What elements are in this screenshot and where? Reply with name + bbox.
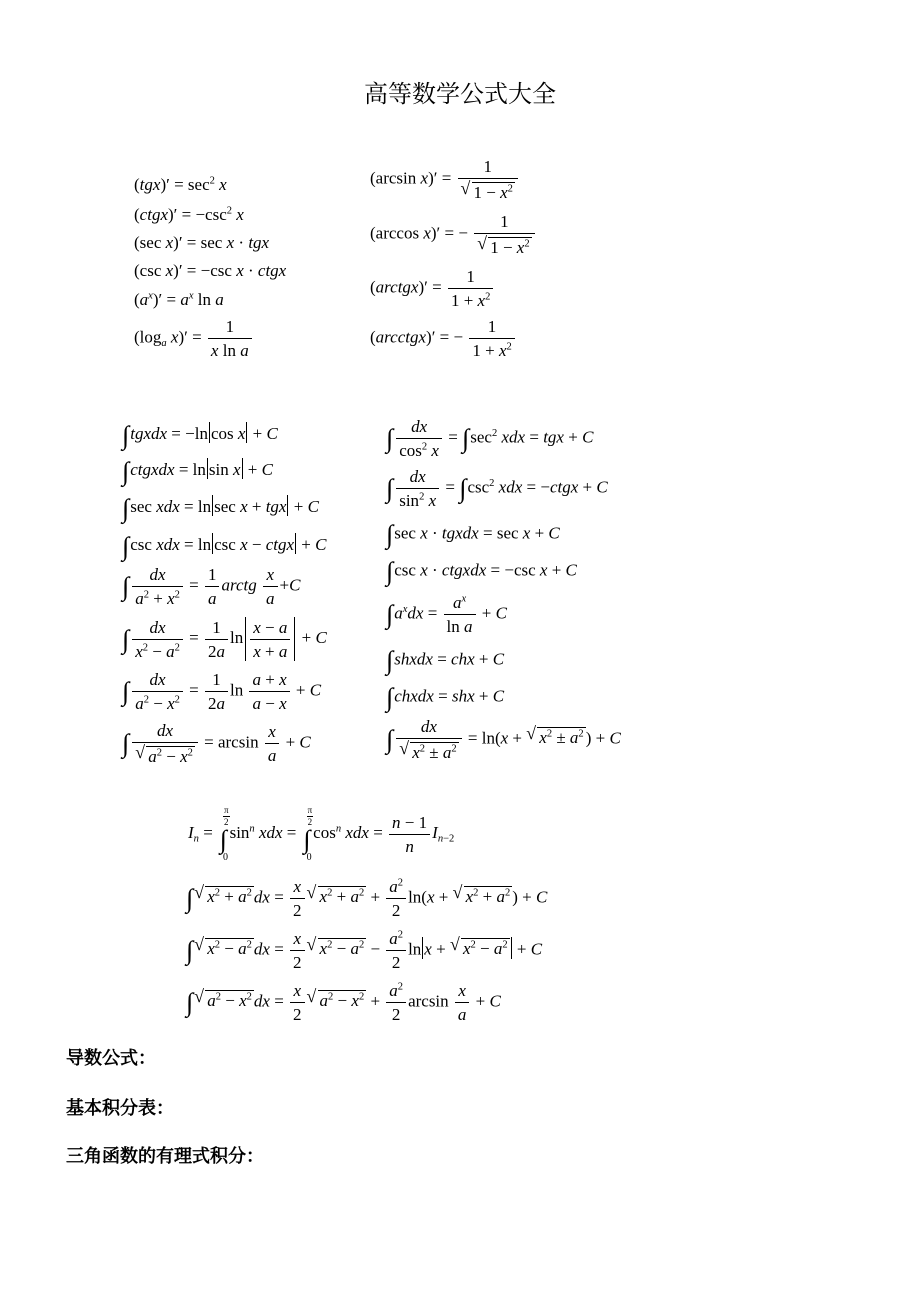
formula-int-dx-sin2: ∫ $\frac{dx}{\sin^2 x}$ = $\int\csc^2$ xdx = −ctgx + C xyxy=(386,467,608,510)
formula-deriv-arcsin: (arcsin x)′ = 1 √ $1 - x^2$ xyxy=(370,158,520,201)
formula-int-tan: ∫tgxdx = −ln cos x + C xyxy=(122,420,278,450)
section-header-derivatives: 导数公式： xyxy=(66,1048,156,1069)
formula-deriv-arccot: (arcctgx)′ = − $\frac{1}{1 + x^2}$ xyxy=(370,318,517,359)
formula-deriv-cot: (ctgx)′ = $-\csc^2$ x xyxy=(134,205,244,224)
formula-int-sqrt-a2mx2: ∫ dx √ $a^2 - x^2$ = arcsin $\frac{x}{a}$ + C xyxy=(122,722,311,765)
formula-int-x2ma2: ∫ $\frac{dx}{x^2 - a^2}$ = $\frac{1}{2a}$ ln $\frac{x - a}{x + a}$ + C xyxy=(122,617,327,661)
formula-int-sq3: ∫√ $a^2 - x^2$ dx = $\frac{x}{2}$ √ $a^2 - x^2$ + $\frac{a^2}{2}$ arcsin $\frac{x}{a}$ + C xyxy=(186,982,501,1023)
formula-int-ax: $\int a^xdx$ = $\frac{a^x}{\text{ln a}}$ + C xyxy=(386,593,507,636)
formula-int-In: $I_n$ = $\frac{\pi}{2}$ ∫ 0 $\sin^n$ xdx = $\frac{\pi}{2}$ ∫ 0 $\cos^n$ xdx = $\frac{n - 1}{n}$ $I_{n-2}$ xyxy=(188,805,455,863)
formula-int-sec-tg: ∫sec x · tgxdx = sec x + C xyxy=(386,520,560,549)
formula-int-sec: ∫sec xdx = ln sec x + tgx + C xyxy=(122,493,319,523)
formula-int-csc: ∫csc xdx = ln csc x − ctgx + C xyxy=(122,531,327,561)
page-title: 高等数学公式大全 xyxy=(364,80,556,108)
formula-int-a2px2: ∫ $\frac{dx}{a^2 + x^2}$ = $\frac{1}{a}$ arctg $\frac{x}{a}$ +C xyxy=(122,565,301,608)
formula-deriv-arctan: (arctgx)′ = $\frac{1}{1 + x^2}$ xyxy=(370,268,495,309)
formula-int-dx-cos2: ∫ $\frac{dx}{\cos^2 x}$ = $\int\sec^2$ xdx = tgx + C xyxy=(386,417,594,460)
formula-int-sqrt-x2pma2: ∫ dx √ $x^2 \pm a^2$ = ln(x + √ $x^2 \pm a^2$ ) + C xyxy=(386,718,621,761)
formula-deriv-exp: $(a^x)' = a^x$ ln a xyxy=(134,290,224,309)
formula-int-sq1: ∫√ $x^2 + a^2$ dx = $\frac{x}{2}$ √ $x^2 + a^2$ + $\frac{a^2}{2}$ ln(x + √ $x^2 + a^2$ ) + C xyxy=(186,878,547,919)
formula-int-cot: ∫ctgxdx = ln sin x + C xyxy=(122,456,273,486)
section-header-basic-integrals: 基本积分表： xyxy=(66,1098,174,1119)
formula-int-csc-ctg: ∫csc x · ctgxdx = −csc x + C xyxy=(386,557,577,586)
formula-deriv-sec: (sec x)′ = sec x · tgx xyxy=(134,233,270,252)
formula-int-sq2: ∫√ $x^2 - a^2$ dx = $\frac{x}{2}$ √ $x^2 - a^2$ − $\frac{a^2}{2}$ ln x + √ $x^2 - a^2 + C$ xyxy=(186,930,542,971)
formula-deriv-arccos: (arccos x)′ = − 1 √ $1 - x^2$ xyxy=(370,213,537,256)
section-header-trig-rational: 三角函数的有理式积分： xyxy=(66,1146,264,1167)
formula-int-a2mx2: ∫ $\frac{dx}{a^2 - x^2}$ = $\frac{1}{2a}$ ln $\frac{a + x}{a - x}$ + C xyxy=(122,670,322,713)
formula-deriv-log: ($\log_a$ x)′ = $\frac{1}{\text{x ln a}}$ xyxy=(134,318,254,359)
formula-deriv-tan: $(tgx)' = \sec^2 x$ xyxy=(134,175,227,194)
formula-int-sh: ∫shxdx = chx + C xyxy=(386,646,505,675)
formula-deriv-csc: (csc x)′ = −csc x · ctgx xyxy=(134,261,287,280)
formula-int-ch: ∫chxdx = shx + C xyxy=(386,683,505,712)
